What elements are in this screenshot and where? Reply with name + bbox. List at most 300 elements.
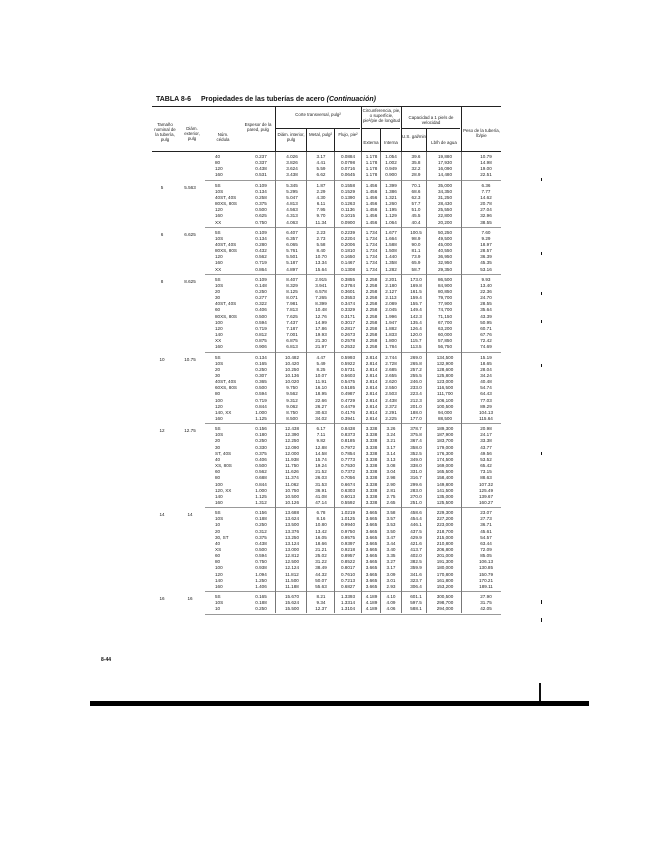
nominal-size-cell: 16 (159, 596, 165, 602)
outside-diameter-cell: 12.75 (184, 428, 196, 434)
table-cell: 14,480 (437, 172, 453, 178)
table-cell: 1.406 (255, 583, 267, 589)
table-cell: 116,500 (436, 385, 454, 391)
table-cell: 160 (215, 499, 223, 505)
table-cell: 10S (215, 235, 224, 241)
table-cell: 3.17 (386, 444, 396, 450)
table-cell: 3.665 (365, 583, 378, 589)
table-cell: 180,000 (436, 565, 454, 571)
table-cell: 0.375 (255, 534, 267, 540)
body-column-rule (380, 152, 381, 613)
table-cell: 72.42 (480, 338, 492, 344)
table-cell: 3.338 (365, 487, 378, 493)
table-cell: 10 (215, 522, 221, 528)
margin-tick (541, 600, 542, 604)
table-cell: 63.44 (480, 540, 492, 546)
table-cell: 3.17 (386, 565, 396, 571)
table-cell: 0.2204 (340, 235, 356, 241)
table-cell: 0.6013 (340, 493, 356, 499)
group-separator (205, 507, 501, 508)
table-cell: 341.6 (410, 571, 422, 577)
table-cell: 2.258 (365, 307, 378, 313)
header-nominal-size: Tamaño nominal de la tubería, pulg (154, 122, 176, 142)
table-cell: 3.438 (286, 172, 298, 178)
table-cell: 98.9 (411, 235, 421, 241)
table-cell: 22.51 (480, 172, 492, 178)
table-cell: 0.4729 (340, 397, 356, 403)
table-cell: 1.800 (385, 338, 397, 344)
table-cell: 30 (215, 444, 221, 450)
table-cell: 0.5993 (340, 354, 356, 360)
table-cell: 0.148 (255, 282, 267, 288)
table-cell: 161,800 (436, 577, 454, 583)
table-cell: 223.4 (410, 391, 422, 397)
table-cell: 120 (215, 403, 223, 409)
table-cell: 40ST, 40S (215, 379, 237, 385)
table-cell: 1.3104 (340, 606, 356, 612)
table-cell: 1.440 (385, 254, 397, 260)
table-cell: 5S (215, 510, 221, 516)
table-cell: 2.258 (365, 301, 378, 307)
table-cell: 11.91 (315, 379, 327, 385)
table-cell: 30 (215, 372, 221, 378)
table-cell: 7.60 (481, 229, 491, 235)
table-cell: 0.906 (255, 344, 267, 350)
table-cell: 201.0 (410, 403, 422, 409)
table-number: TABLA 8-6 (156, 96, 191, 103)
table-cell: 265.8 (410, 360, 422, 366)
table-cell: 0.3017 (340, 319, 356, 325)
table-cell: 323.7 (410, 577, 422, 583)
table-cell: 0.4987 (340, 391, 356, 397)
table-cell: 74.69 (480, 344, 492, 350)
table-cell: 1.282 (385, 266, 397, 272)
table-cell: 10S (215, 432, 224, 438)
table-cell: 223,000 (436, 522, 454, 528)
table-cell: 446.1 (410, 522, 422, 528)
table-cell: 31,250 (437, 194, 453, 200)
outside-diameter-cell: 16 (187, 596, 193, 602)
nominal-size-cell: 14 (159, 512, 165, 518)
table-cell: 84,900 (437, 282, 453, 288)
table-cell: 0.7972 (340, 444, 356, 450)
table-cell: 5.187 (286, 260, 298, 266)
table-cell: 3.26 (386, 426, 396, 432)
table-cell: 0.188 (255, 516, 267, 522)
header-weight: Peso de la tubería, lb/pie (463, 128, 500, 138)
table-cell: 141,500 (436, 487, 454, 493)
body-column-rule (334, 152, 335, 613)
table-cell: 8.329 (286, 282, 298, 288)
table-cell: 1.054 (385, 154, 397, 159)
table-cell: 0.1650 (340, 254, 356, 260)
table-cell: 4.563 (286, 207, 298, 213)
table-cell: 140 (215, 332, 223, 338)
table-cell: 0.2006 (340, 241, 356, 247)
margin-tick (541, 364, 542, 367)
table-cell: 3.665 (365, 553, 378, 559)
table-cell: 24.17 (480, 432, 492, 438)
table-cell: 60.71 (480, 325, 492, 331)
table-cell: 8.399 (315, 301, 327, 307)
table-cell: 0.5592 (340, 499, 356, 505)
table-cell: 0.280 (255, 241, 267, 247)
table-cell: 120 (215, 325, 223, 331)
table-cell: 588.1 (410, 606, 422, 612)
table-cell: 9.750 (286, 385, 298, 391)
table-cell: 3.50 (386, 528, 396, 534)
table-cell: 2.814 (365, 385, 378, 391)
table-cell: 140, XX (215, 409, 232, 415)
table-cell: 53.16 (480, 266, 492, 272)
table-cell: 2.372 (385, 403, 397, 409)
table-cell: 43.39 (480, 313, 492, 319)
table-cell: 0.250 (255, 289, 267, 294)
table-cell: 251.0 (410, 499, 422, 505)
table-cell: 7.981 (286, 301, 298, 307)
table-cell: 7.001 (286, 332, 298, 338)
table-cell: 1.588 (385, 241, 397, 247)
margin-tick (541, 252, 542, 255)
table-cell: 0.9750 (340, 528, 356, 534)
table-cell: 0.4176 (340, 409, 356, 415)
header-external: Externa (363, 140, 379, 145)
table-cell: 0.6827 (340, 583, 356, 589)
table-cell: 0.7213 (340, 577, 356, 583)
table-cell: 58.7 (411, 266, 421, 272)
table-cell: 1.947 (385, 319, 397, 325)
group-separator (205, 227, 501, 228)
table-cell: 6.62 (316, 172, 326, 178)
table-cell: 120.0 (410, 332, 422, 338)
table-cell: 1.456 (365, 188, 378, 194)
outside-diameter-cell: 14 (187, 512, 193, 518)
table-cell: XS (215, 547, 222, 552)
table-cell: 7.813 (286, 307, 298, 313)
table-cell: 402.0 (410, 553, 422, 559)
table-cell: 10S (215, 360, 224, 366)
table-cell: 36.39 (480, 254, 492, 260)
table-cell: 15.500 (284, 606, 300, 612)
table-cell: 0.237 (255, 154, 267, 159)
group-separator (205, 614, 501, 615)
table-cell: 421.6 (410, 540, 422, 546)
table-cell: 3.338 (365, 493, 378, 499)
table-cell: 3.09 (386, 571, 396, 577)
table-cell: 30 (215, 295, 221, 301)
table-cell: 56,750 (437, 344, 453, 350)
table-cell: 90.0 (411, 241, 421, 247)
table-cell: 0.9940 (340, 522, 356, 528)
table-cell: 22.66 (315, 397, 327, 403)
table-cell: 454.4 (410, 516, 422, 522)
table-cell: 12.500 (284, 559, 300, 565)
table-cell: 4.09 (386, 600, 396, 606)
table-cell: 55.63 (315, 583, 327, 589)
table-cell: 20 (215, 289, 221, 294)
body-column-rule (401, 152, 402, 613)
table-cell: 0.3171 (340, 313, 356, 319)
table-cell: 2.258 (365, 338, 378, 344)
table-cell: 20.78 (480, 201, 492, 207)
header-outside-diameter: Diám. exterior, pulg (184, 126, 200, 141)
table-cell: 64.43 (480, 391, 492, 397)
table-cell: 158,400 (436, 475, 454, 481)
table-cell: 45.5 (411, 213, 421, 219)
table-cell: 79,700 (437, 295, 453, 301)
table-cell: 27.04 (480, 207, 492, 213)
table-cell: 57.7 (411, 201, 421, 207)
table-cell: 153,200 (436, 583, 454, 589)
table-cell: 0.500 (255, 313, 267, 319)
table-cell: 1.734 (365, 266, 378, 272)
table-cell: 1.094 (255, 571, 267, 577)
table-cell: 2.814 (365, 354, 378, 360)
table-cell: 3.941 (315, 282, 327, 288)
table-cell: 8.21 (316, 594, 326, 600)
table-cell: 2.503 (385, 391, 397, 397)
table-cell: 28,430 (437, 201, 453, 207)
table-cell: 31.75 (480, 600, 492, 606)
table-cell: 134,500 (436, 354, 454, 360)
header-lb-h-water: Lb/h de agua (431, 140, 457, 145)
table-cell: 3.338 (365, 499, 378, 505)
table-cell: 41.08 (315, 493, 327, 499)
table-cell: 17.86 (315, 325, 327, 331)
table-cell: 0.1263 (340, 201, 356, 207)
table-cell: 0.312 (255, 528, 267, 534)
table-cell: 3.338 (365, 469, 378, 475)
table-cell: 0.1390 (340, 194, 356, 200)
table-cell: 40 (215, 154, 221, 159)
table-cell: 14.62 (480, 194, 492, 200)
table-cell: 0.3855 (340, 276, 356, 282)
table-cell: 8.750 (286, 409, 298, 415)
page-number: 8-44 (101, 657, 112, 663)
table-cell: 51.0 (411, 207, 421, 213)
table-cell: 3.14 (386, 450, 396, 456)
table-cell: 1.321 (385, 194, 397, 200)
table-cell: 246.0 (410, 379, 422, 385)
table-cell: 13.376 (284, 528, 300, 534)
table-cell: 3.665 (365, 559, 378, 565)
table-cell: 359.9 (410, 565, 422, 571)
table-cell: 100 (215, 481, 223, 487)
table-cell: 1.178 (365, 172, 378, 178)
table-cell: 1.456 (365, 201, 378, 207)
table-cell: 2.550 (385, 385, 397, 391)
table-cell: 2.90 (386, 481, 396, 487)
table-cell: 18.97 (480, 241, 492, 247)
table-cell: 11.374 (285, 475, 299, 481)
nominal-size-cell: 10 (159, 356, 165, 362)
table-cell: 140 (215, 493, 223, 499)
table-cell: 0.3941 (340, 416, 356, 421)
table-cell: 34.02 (315, 416, 327, 421)
table-cell: 71,150 (437, 313, 453, 319)
table-cell: 0.109 (255, 182, 267, 188)
table-cell: 50.07 (315, 577, 327, 583)
table-cell: 10S (215, 516, 224, 522)
table-cell: 0.5922 (340, 360, 356, 366)
table-cell: 2.113 (385, 295, 397, 301)
table-cell: 2.73 (316, 235, 326, 241)
table-cell: 40ST, 40S (215, 241, 237, 247)
table-cell: 60 (215, 553, 221, 559)
table-cell: 2.258 (365, 282, 378, 288)
table-cell: 12.124 (284, 565, 300, 571)
table-cell: 16.05 (315, 534, 327, 540)
table-cell: 176,300 (436, 450, 454, 456)
header-flow: Flujo, pie² (338, 132, 358, 137)
table-cell: 160 (215, 213, 223, 219)
table-cell: 7.77 (481, 188, 491, 194)
table-cell: 1.508 (385, 248, 397, 254)
table-cell: 1.358 (385, 260, 397, 266)
table-cell: 0.8017 (340, 565, 356, 571)
table-cell: 6.78 (316, 510, 326, 516)
table-cell: 123,000 (436, 379, 454, 385)
table-cell: 43.77 (480, 444, 492, 450)
table-cell: 0.8438 (340, 426, 356, 432)
table-cell: 0.134 (255, 188, 267, 194)
table-cell: 5.58 (316, 241, 326, 247)
table-cell: 13.688 (284, 510, 300, 516)
group-separator (205, 274, 501, 275)
table-cell: 4.47 (316, 354, 326, 360)
table-cell: 378.7 (410, 426, 422, 432)
table-cell: 2.814 (365, 372, 378, 378)
table-cell: 206,800 (436, 547, 454, 552)
table-cell: 9.312 (286, 397, 298, 403)
table-cell: 21.30 (315, 338, 327, 344)
table-cell: 10.70 (315, 254, 327, 260)
table-cell: 299.6 (410, 481, 422, 487)
table-cell: 0.562 (255, 254, 267, 260)
table-cell: 72.09 (480, 547, 492, 552)
table-cell: 8.16 (316, 516, 326, 522)
table-cell: 15.64 (315, 266, 327, 272)
table-cell: 27.73 (480, 516, 492, 522)
table-cell: 0.375 (255, 201, 267, 207)
table-cell: 35.64 (480, 307, 492, 313)
table-cell: 1.664 (385, 235, 397, 241)
table-cell: 40.4 (411, 219, 421, 225)
table-cell: 9.93 (481, 276, 491, 282)
group-separator (205, 423, 501, 424)
table-cell: 349.0 (410, 456, 422, 462)
table-cell: 0.134 (255, 235, 267, 241)
table-cell: 1.125 (255, 493, 267, 499)
table-cell: 30, ST (215, 534, 229, 540)
table-cell: 429.9 (410, 534, 422, 540)
table-cell: 1.000 (255, 487, 267, 493)
table-cell: 1.734 (365, 235, 378, 241)
table-cell: 0.625 (255, 213, 267, 219)
table-cell: 0.7854 (340, 450, 356, 456)
table-cell: 81.1 (411, 248, 421, 254)
table-cell: 11.750 (285, 463, 299, 469)
table-cell: 89.29 (480, 403, 492, 409)
table-cell: 298,700 (436, 600, 454, 606)
table-cell: 255.5 (410, 372, 422, 378)
table-cell: 132,900 (436, 360, 454, 366)
table-cell: 0.1015 (340, 213, 356, 219)
group-separator (205, 352, 501, 353)
table-cell: 54.57 (480, 534, 492, 540)
table-cell: 257.2 (410, 366, 422, 372)
table-cell: 86,500 (437, 276, 453, 282)
table-cell: 0.307 (255, 372, 267, 378)
table-cell: 6.11 (316, 201, 326, 207)
table-cell: 2.685 (385, 366, 397, 372)
table-cell: 140 (215, 577, 223, 583)
table-cell: 3.338 (365, 463, 378, 469)
table-cell: 0.500 (255, 207, 267, 213)
table-cell: 2.258 (365, 319, 378, 325)
table-cell: 45.35 (480, 260, 492, 266)
table-cell: 188.0 (410, 409, 422, 415)
table-cell: 0.594 (255, 391, 267, 397)
table-cell: 0.375 (255, 450, 267, 456)
table-cell: 60 (215, 307, 221, 313)
table-cell: 60XS, 80S (215, 385, 237, 391)
table-cell: 191,300 (436, 559, 454, 565)
table-cell: 0.134 (255, 354, 267, 360)
header-group-rule-1 (276, 128, 360, 129)
table-cell: 13.34 (315, 260, 327, 266)
table-cell: 2.744 (385, 354, 397, 360)
table-cell: 20,200 (437, 219, 453, 225)
table-cell: 4.063 (286, 219, 298, 225)
table-cell: 0.438 (255, 166, 267, 172)
table-cell: 3.338 (365, 475, 378, 481)
table-cell: 40 (215, 456, 221, 462)
group-separator (205, 180, 501, 181)
table-cell: 60,000 (437, 332, 453, 338)
table-cell: 6.17 (316, 426, 326, 432)
table-cell: 0.500 (255, 547, 267, 552)
table-cell: 5S (215, 229, 221, 235)
table-cell: 8.500 (286, 416, 298, 421)
table-cell: 3.338 (365, 481, 378, 487)
table-cell: 100,500 (436, 403, 454, 409)
table-cell: 150.79 (478, 571, 494, 577)
header-group-rule-2 (362, 128, 400, 129)
table-cell: 0.719 (255, 260, 267, 266)
table-cell: 9.562 (286, 391, 298, 397)
table-cell: 1.178 (365, 160, 378, 166)
table-cell: 189,300 (436, 426, 454, 432)
table-cell: 1.178 (365, 154, 378, 159)
table-cell: 0.165 (255, 360, 267, 366)
table-cell: 1.833 (385, 332, 397, 338)
table-cell: 28.55 (480, 301, 492, 307)
table-cell: 9.29 (481, 235, 491, 241)
table-cell: 31.22 (315, 559, 327, 565)
table-cell: 0.594 (255, 553, 267, 559)
table-cell: 10.420 (284, 360, 300, 366)
table-cell: 1.784 (385, 344, 397, 350)
table-cell: 0.2239 (340, 229, 356, 235)
table-cell: 12.76 (315, 313, 327, 319)
table-cell: 125.49 (478, 487, 494, 493)
table-cell: 13.40 (480, 282, 492, 288)
table-cell: 10S (215, 282, 224, 288)
table-cell: 3.01 (386, 577, 396, 583)
table-cell: 11.938 (285, 456, 299, 462)
table-cell: 49,500 (437, 235, 453, 241)
